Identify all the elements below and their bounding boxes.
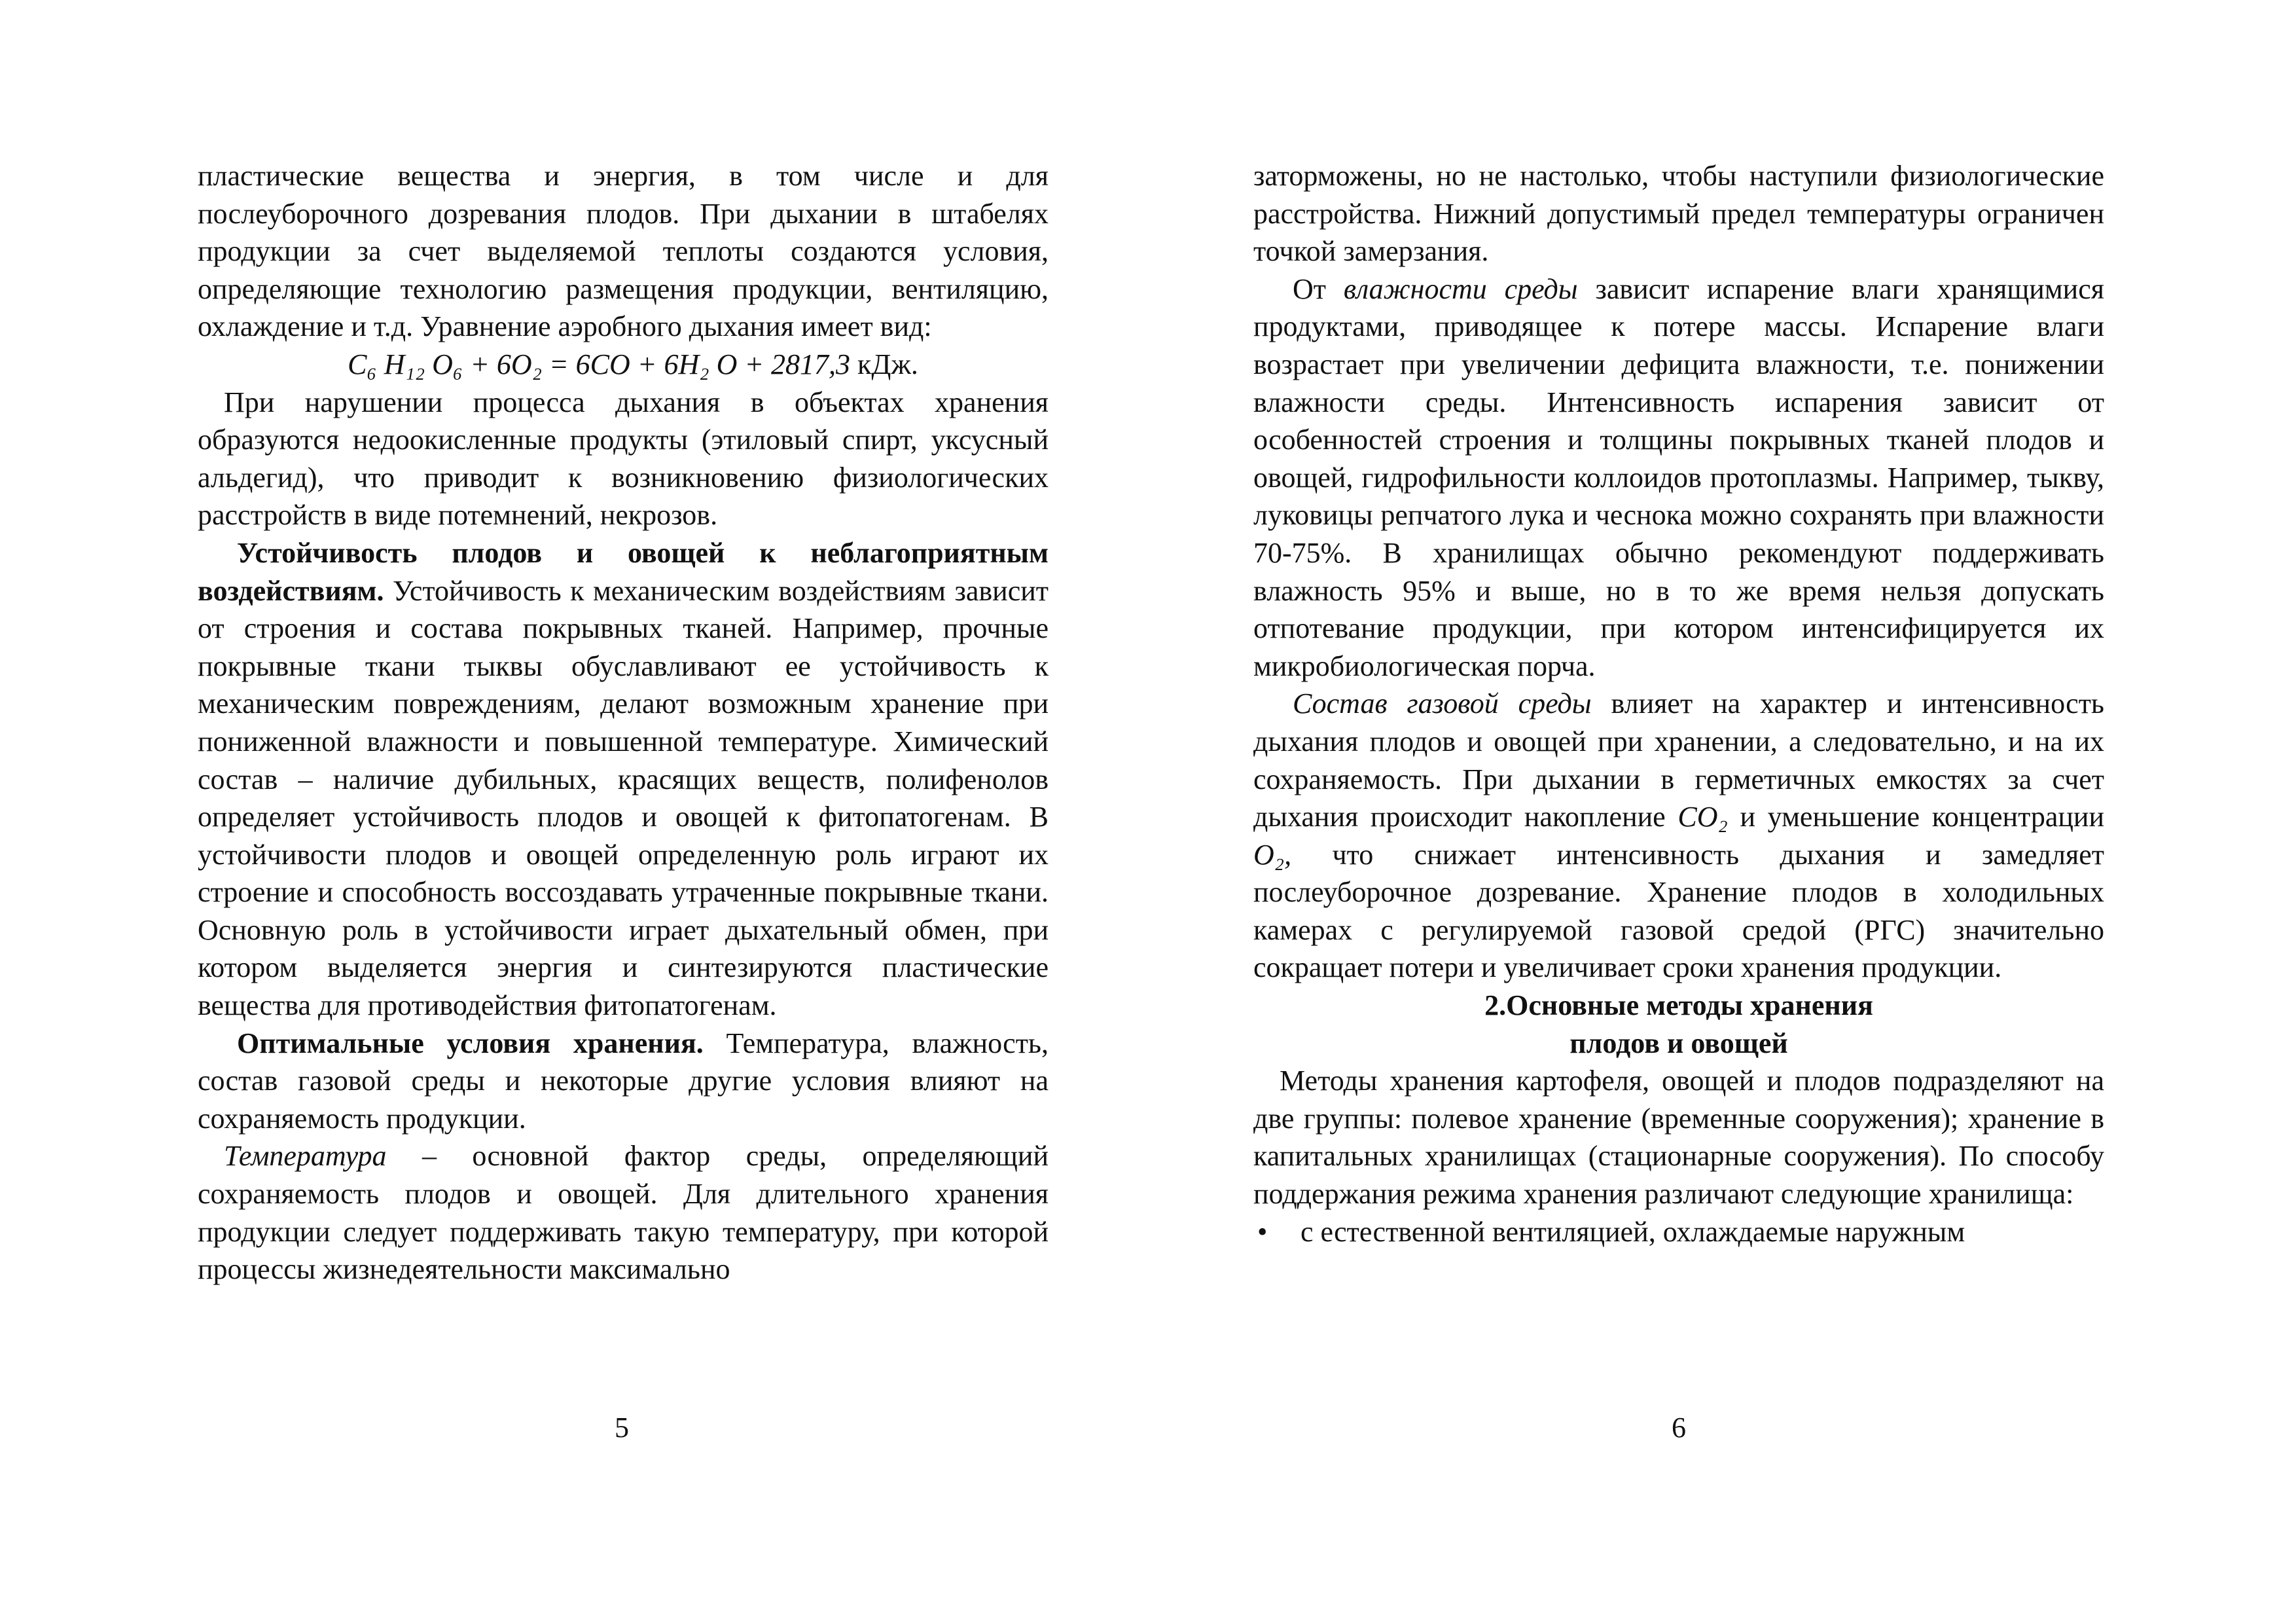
section-title-optimal-conditions: Оптимальные условия хранения.	[237, 1027, 704, 1059]
left-paragraph-5	[198, 1137, 1049, 1288]
right-paragraph-4: Методы хранения картофеля, овощей и плодов подразделяют на две группы: полевое хранение (временные сооружения); хранение в капитальных хранилищах (стационарные сооружения). По способу поддержания режима хранения различают следующие хранилища:	[1253, 1065, 2104, 1211]
right-paragraph-1: заторможены, но не настолько, чтобы наступили физиологические расстройства. Нижний допустимый предел температуры ограничен точкой замерзания.	[1253, 160, 2104, 268]
left-paragraph-2: При нарушении процесса дыхания в объектах хранения образуются недоокисленные продукты (этиловый спирт, уксусный альдегид), что приводит к возникновению физиологических расстройств в виде потемнений, некрозов.	[198, 386, 1049, 532]
page-number-right: 6	[1672, 1412, 1686, 1444]
gas-text-a: влияет на характер и интенсивность дыхания плодов и овощей при хранении, а следовательно, и на их сохраняемость. При дыхании в герметичных емкостях за счет дыхания происходит накопление	[1253, 687, 2104, 833]
respiration-equation	[198, 346, 1049, 384]
gas-text-b: и уменьшение концентрации	[1727, 801, 2104, 833]
formula-o2: O₂,	[1253, 838, 1292, 871]
storage-types-list	[1253, 1213, 2104, 1251]
left-paragraph-1: пластические вещества и энергия, в том числе и для послеуборочного дозревания плодов. При дыхании в штабелях продукции за счет выделяемой теплоты создаются условия, определяющие технологию размещения продукции, вентиляцию, охлаждение и т.д. Уравнение аэробного дыхания имеет вид:	[198, 160, 1049, 343]
humidity-text: зависит испарение влаги хранящимися продуктами, приводящее к потере массы. Испарение влаги возрастает при увеличении дефицита влажности, т.е. понижении влажности среды. Интенсивность испарения зависит от особенностей строения и толщины покрывных тканей плодов и овощей, гидрофильности коллоидов протоплазмы. Например, тыкву, луковицы репчатого лука и чеснока можно сохранять при влажности 70-75%. В хранилищах обычно рекомендуют поддерживать влажность 95% и выше, но в то же время нельзя допускать отпотевание продукции, при котором интенсифицируется их микробиологическая порча.	[1253, 272, 2104, 682]
term-temperature: Температура	[224, 1140, 387, 1173]
section-heading-line-1: 2.Основные методы хранения	[1484, 989, 1873, 1022]
optimal-conditions-text: Температура, влажность, состав газовой среды и некоторые другие условия влияют на сохраняемость продукции.	[198, 1027, 1049, 1135]
list-item	[1253, 1213, 2104, 1251]
left-paragraph-3	[198, 534, 1049, 1025]
equation-unit: кДж.	[850, 348, 918, 380]
formula-co2: CO₂	[1677, 801, 1728, 833]
equation-formula: C₆ H₁₂ O₆ + 6O₂ = 6CO + 6H₂ O + 2817,3	[348, 348, 851, 380]
section-title-resistance: Устойчивость плодов и овощей к неблагоприятным воздействиям.	[198, 536, 1049, 607]
page-number-left: 5	[615, 1412, 629, 1444]
right-paragraph-2	[1253, 270, 2104, 685]
right-page	[1253, 157, 2104, 1250]
resistance-text: Устойчивость к механическим воздействиям зависит от строения и состава покрывных тканей. Например, прочные покрывные ткани тыквы обуславливают ее устойчивость к механическим повреждениям, делают возможным хранение при пониженной влажности и повышенной температуре. Химический состав – наличие дубильных, красящих веществ, полифенолов определяет устойчивость плодов и овощей к фитопатогенам. В устойчивости плодов и овощей определенную роль играют их строение и способность воссоздавать утраченные покрывные ткани. Основную роль в устойчивости играет дыхательный обмен, при котором выделяется энергия и синтезируются пластические вещества для противодействия фитопатогенам.	[198, 574, 1049, 1022]
gas-text-c: что снижает интенсивность дыхания и замедляет послеуборочное дозревание. Хранение плодов в холодильных камерах с регулируемой газовой средой (РГС) значительно сокращает потери и увеличивает сроки хранения продукции.	[1253, 838, 2104, 984]
right-paragraph-3	[1253, 685, 2104, 987]
left-page	[198, 157, 1049, 1288]
bullet-icon: •	[1257, 1215, 1268, 1248]
left-paragraph-4	[198, 1025, 1049, 1138]
temperature-text: – основной фактор среды, определяющий сохраняемость плодов и овощей. Для длительного хранения продукции следует поддерживать такую температуру, при которой процессы жизнедеятельности максимально	[198, 1140, 1049, 1286]
humidity-lead: От	[1293, 272, 1344, 305]
term-gas-composition: Состав газовой среды	[1293, 687, 1592, 720]
section-heading-line-2: плодов и овощей	[1570, 1027, 1788, 1059]
term-humidity: влажности среды	[1343, 272, 1578, 305]
bullet-text: с естественной вентиляцией, охлаждаемые наружным	[1300, 1215, 1965, 1248]
